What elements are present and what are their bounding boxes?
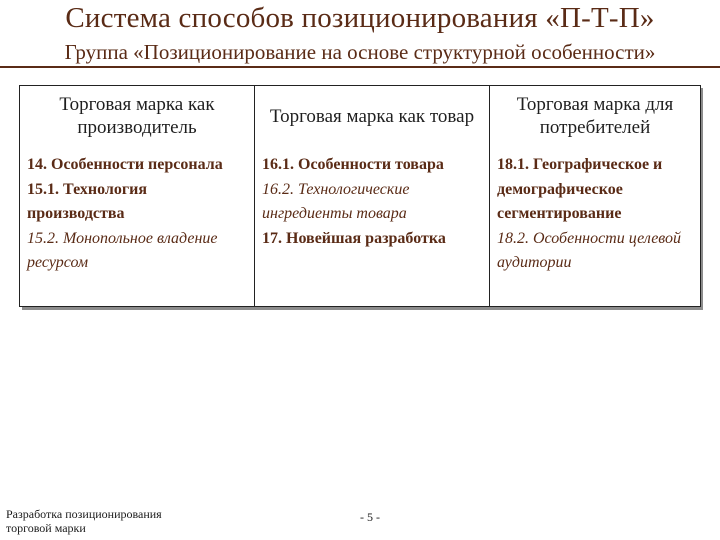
list-item: 15.2. Монопольное владение ресурсом xyxy=(27,229,218,271)
positioning-table xyxy=(19,85,701,307)
list-item: 17. Новейшая разработка xyxy=(262,229,446,247)
list-item: 18.1. Географическое и демографическое сегментирование xyxy=(497,156,663,222)
column-cell-producer xyxy=(20,146,255,307)
slide-subtitle: Группа «Позиционирование на основе структурной особенности» xyxy=(64,40,656,64)
column-cell-product xyxy=(255,146,490,307)
column-header-producer: Торговая марка как производитель xyxy=(20,86,255,147)
column-header-product: Торговая марка как товар xyxy=(255,86,490,147)
page-number: - 5 - xyxy=(360,510,380,524)
table-header-row xyxy=(20,86,701,147)
list-item: 16.1. Особенности товара xyxy=(262,156,444,173)
column-cell-consumers xyxy=(490,146,701,307)
list-item: 16.2. Технологические ингредиенты товара xyxy=(262,180,410,222)
column-header-consumers: Торговая марка для потребителей xyxy=(490,86,701,147)
footer-caption: Разработка позиционирования торговой марки xyxy=(6,507,162,535)
table-row xyxy=(20,146,701,307)
list-item: 18.2. Особенности целевой аудитории xyxy=(497,229,682,271)
list-item: 14. Особенности персонала xyxy=(27,156,223,173)
list-item: 15.1. Технология производства xyxy=(27,180,147,222)
slide-title: Система способов позиционирования «П-Т-П» xyxy=(65,2,655,34)
title-divider xyxy=(0,66,720,68)
